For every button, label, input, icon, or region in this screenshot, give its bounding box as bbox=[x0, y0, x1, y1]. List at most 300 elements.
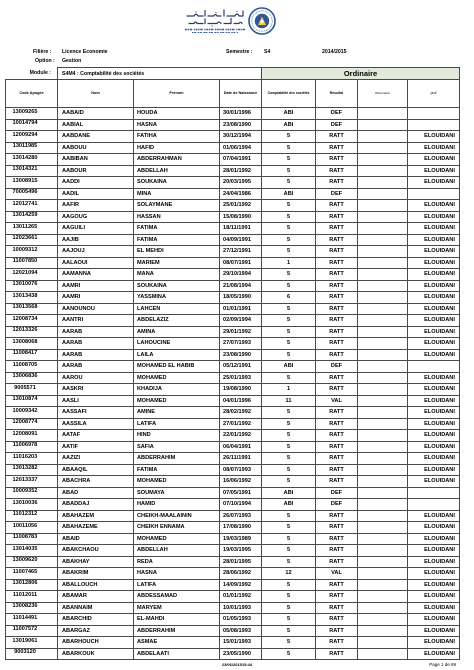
logo-latin-lettering bbox=[185, 30, 245, 33]
cell-prof-value: ELOUIDANI bbox=[424, 374, 455, 381]
cell-note bbox=[262, 327, 316, 339]
cell-observation bbox=[358, 591, 408, 603]
cell-resultat-value: RATT bbox=[329, 305, 344, 312]
cell-prof-value: ELOUIDANI bbox=[424, 466, 455, 473]
cell-resultat-value: RATT bbox=[329, 225, 344, 232]
cell-nom-value: AABIAL bbox=[62, 121, 84, 128]
cell-nom bbox=[58, 499, 134, 511]
cell-note-value: 5 bbox=[286, 593, 291, 600]
cell-resultat-value: RATT bbox=[329, 466, 344, 473]
cell-resultat-value: RATT bbox=[329, 294, 344, 301]
cell-prenom-value: KHADIJA bbox=[137, 386, 162, 393]
cell-code-apogee bbox=[6, 603, 58, 615]
cell-nom bbox=[58, 131, 134, 143]
cell-note-value: 5 bbox=[286, 627, 291, 634]
cell-note-value: 5 bbox=[286, 248, 291, 255]
cell-resultat bbox=[316, 235, 358, 247]
cell-nom-value: AASSILA bbox=[62, 420, 87, 427]
cell-prof bbox=[408, 499, 460, 511]
table-row bbox=[6, 534, 460, 546]
cell-code-apogee bbox=[6, 304, 58, 316]
cell-code-apogee-value: 10011056 bbox=[12, 522, 38, 529]
cell-resultat bbox=[316, 327, 358, 339]
cell-prenom bbox=[134, 350, 220, 362]
cell-code-apogee bbox=[6, 614, 58, 626]
cell-prenom-value: MARIEM bbox=[137, 259, 160, 266]
cell-prenom-value: ABDELAZIZ bbox=[137, 317, 169, 324]
table-row bbox=[6, 614, 460, 626]
cell-date-naissance bbox=[220, 212, 262, 224]
table-row bbox=[6, 373, 460, 385]
cell-prof-value: ELOUIDANI bbox=[424, 144, 455, 151]
cell-resultat-value: RATT bbox=[329, 271, 344, 278]
cell-nom-value: AAMRI bbox=[62, 294, 81, 301]
cell-resultat bbox=[316, 373, 358, 385]
cell-prenom bbox=[134, 649, 220, 661]
cell-note-value: 5 bbox=[286, 179, 291, 186]
cell-prof bbox=[408, 396, 460, 408]
cell-resultat bbox=[316, 292, 358, 304]
cell-note bbox=[262, 223, 316, 235]
cell-prenom bbox=[134, 488, 220, 500]
cell-prenom bbox=[134, 591, 220, 603]
cell-prof bbox=[408, 292, 460, 304]
cell-nom bbox=[58, 292, 134, 304]
cell-prenom-value: FATIMA bbox=[137, 236, 158, 243]
module-title-text: S4M4 : Comptabilité des sociétés bbox=[62, 70, 145, 77]
cell-note-value: 1 bbox=[286, 259, 291, 266]
cell-note-value: ABI bbox=[283, 489, 294, 496]
table-row bbox=[6, 292, 460, 304]
cell-date-naissance bbox=[220, 626, 262, 638]
cell-nom-value: ABANNAIM bbox=[62, 604, 93, 611]
cell-resultat-value: RATT bbox=[329, 133, 344, 140]
table-row bbox=[6, 350, 460, 362]
cell-code-apogee bbox=[6, 258, 58, 270]
cell-date-naissance bbox=[220, 603, 262, 615]
cell-nom bbox=[58, 269, 134, 281]
cell-nom-value: AANTRI bbox=[62, 317, 84, 324]
cell-resultat bbox=[316, 131, 358, 143]
cell-code-apogee-value: 13014259 bbox=[12, 212, 38, 218]
cell-date-naissance bbox=[220, 350, 262, 362]
cell-prenom-value: MANA bbox=[137, 271, 154, 278]
cell-code-apogee bbox=[6, 396, 58, 408]
cell-note-value: ABI bbox=[283, 363, 294, 370]
cell-code-apogee-value: 10009342 bbox=[12, 407, 38, 414]
cell-prof bbox=[408, 246, 460, 258]
cell-note bbox=[262, 476, 316, 488]
cell-nom bbox=[58, 603, 134, 615]
cell-nom-value: AAMANNA bbox=[62, 271, 91, 278]
cell-note bbox=[262, 281, 316, 293]
cell-observation bbox=[358, 246, 408, 258]
cell-code-apogee bbox=[6, 281, 58, 293]
university-emblem-icon bbox=[249, 8, 275, 34]
cell-note-value: 6 bbox=[286, 294, 291, 301]
cell-note-value: ABI bbox=[283, 501, 294, 508]
cell-nom-value: ABARHOUCH bbox=[62, 639, 99, 646]
cell-observation bbox=[358, 338, 408, 350]
cell-prof-value: ELOUIDANI bbox=[424, 593, 455, 600]
cell-code-apogee bbox=[6, 591, 58, 603]
cell-observation bbox=[358, 235, 408, 247]
cell-prof bbox=[408, 476, 460, 488]
cell-resultat bbox=[316, 223, 358, 235]
cell-note-value: 5 bbox=[286, 317, 291, 324]
table-row bbox=[6, 327, 460, 339]
cell-prenom bbox=[134, 384, 220, 396]
cell-note-value: 5 bbox=[286, 639, 291, 646]
cell-prenom-value: FATIMA bbox=[137, 466, 158, 473]
cell-resultat bbox=[316, 476, 358, 488]
table-row bbox=[6, 603, 460, 615]
cell-note bbox=[262, 557, 316, 569]
cell-prenom-value: LAHOUCINE bbox=[137, 340, 171, 347]
cell-resultat-value: RATT bbox=[329, 604, 344, 611]
cell-code-apogee-value: 12023661 bbox=[12, 235, 38, 241]
cell-note bbox=[262, 511, 316, 523]
col-header-code-apogee: Code Apogée bbox=[6, 80, 58, 108]
cell-note-value: 5 bbox=[286, 156, 291, 163]
cell-note bbox=[262, 591, 316, 603]
cell-resultat bbox=[316, 361, 358, 373]
cell-observation bbox=[358, 488, 408, 500]
cell-note-value: 5 bbox=[286, 547, 291, 554]
cell-prof bbox=[408, 281, 460, 293]
cell-note bbox=[262, 580, 316, 592]
cell-prenom-value: HIND bbox=[137, 432, 151, 439]
cell-resultat bbox=[316, 453, 358, 465]
cell-resultat bbox=[316, 430, 358, 442]
cell-nom-value: AABIBAN bbox=[62, 156, 88, 163]
cell-prof bbox=[408, 200, 460, 212]
cell-observation bbox=[358, 212, 408, 224]
cell-nom-value: AARAB bbox=[62, 328, 83, 335]
cell-date-naissance-value: 23/08/1990 bbox=[223, 121, 251, 128]
col-header-date-naissance: Date de Naissance bbox=[220, 80, 262, 108]
cell-note bbox=[262, 626, 316, 638]
cell-nom bbox=[58, 453, 134, 465]
cell-note-value: 5 bbox=[286, 167, 291, 174]
cell-note bbox=[262, 499, 316, 511]
cell-code-apogee-value: 13019061 bbox=[12, 637, 38, 644]
cell-nom bbox=[58, 534, 134, 546]
cell-prof bbox=[408, 534, 460, 546]
cell-resultat bbox=[316, 442, 358, 454]
cell-prenom bbox=[134, 120, 220, 132]
cell-resultat-value: RATT bbox=[329, 351, 344, 358]
cell-resultat-value: RATT bbox=[329, 616, 344, 623]
cell-prenom bbox=[134, 327, 220, 339]
cell-resultat-value: RATT bbox=[329, 627, 344, 634]
table-header-row bbox=[6, 80, 460, 108]
cell-prof-value: ELOUIDANI bbox=[424, 397, 455, 404]
cell-prof bbox=[408, 488, 460, 500]
cell-prenom bbox=[134, 258, 220, 270]
cell-prof bbox=[408, 545, 460, 557]
table-row bbox=[6, 591, 460, 603]
cell-prenom bbox=[134, 361, 220, 373]
cell-observation bbox=[358, 373, 408, 385]
cell-prof-value: ELOUIDANI bbox=[424, 616, 455, 623]
cell-prof bbox=[408, 154, 460, 166]
cell-code-apogee bbox=[6, 384, 58, 396]
table-row bbox=[6, 396, 460, 408]
table-row bbox=[6, 511, 460, 523]
cell-prof bbox=[408, 223, 460, 235]
cell-code-apogee-value: 11008705 bbox=[12, 361, 38, 368]
cell-resultat-value: RATT bbox=[329, 374, 344, 381]
cell-prof bbox=[408, 419, 460, 431]
cell-observation bbox=[358, 603, 408, 615]
cell-note-value: 5 bbox=[286, 271, 291, 278]
cell-code-apogee-value: 11012011 bbox=[12, 591, 38, 598]
cell-prof bbox=[408, 557, 460, 569]
cell-note-value: 5 bbox=[286, 616, 291, 623]
table-row bbox=[6, 465, 460, 477]
cell-prenom-value: ABDELLAH bbox=[137, 547, 168, 554]
cell-code-apogee bbox=[6, 373, 58, 385]
cell-resultat-value: RATT bbox=[329, 340, 344, 347]
cell-observation bbox=[358, 580, 408, 592]
cell-resultat-value: RATT bbox=[329, 420, 344, 427]
cell-resultat-value: RATT bbox=[329, 524, 344, 531]
cell-observation bbox=[358, 476, 408, 488]
cell-note bbox=[262, 304, 316, 316]
cell-prenom-value: SOUMAYA bbox=[137, 489, 165, 496]
cell-note bbox=[262, 361, 316, 373]
cell-date-naissance bbox=[220, 166, 262, 178]
cell-date-naissance-value: 29/10/1994 bbox=[223, 271, 251, 278]
cell-date-naissance-value: 08/07/1993 bbox=[223, 466, 251, 473]
cell-nom-value: ABAKHAY bbox=[62, 558, 90, 565]
table-row bbox=[6, 545, 460, 557]
cell-prenom bbox=[134, 419, 220, 431]
cell-prof-value: ELOUIDANI bbox=[424, 213, 455, 220]
cell-code-apogee bbox=[6, 166, 58, 178]
cell-code-apogee bbox=[6, 361, 58, 373]
cell-resultat bbox=[316, 338, 358, 350]
cell-prof bbox=[408, 649, 460, 661]
cell-date-naissance bbox=[220, 499, 262, 511]
cell-observation bbox=[358, 361, 408, 373]
cell-nom-value: AABOUR bbox=[62, 167, 87, 174]
cell-date-naissance-value: 07/04/1991 bbox=[223, 156, 251, 163]
cell-resultat-value: RATT bbox=[329, 202, 344, 209]
cell-code-apogee-value: 12008091 bbox=[12, 430, 38, 437]
cell-date-naissance bbox=[220, 327, 262, 339]
cell-observation bbox=[358, 396, 408, 408]
logo-arabic-lettering bbox=[187, 10, 243, 27]
cell-prenom-value: SOLAYMANE bbox=[137, 202, 173, 209]
cell-observation bbox=[358, 614, 408, 626]
cell-resultat bbox=[316, 591, 358, 603]
table-row bbox=[6, 269, 460, 281]
cell-date-naissance bbox=[220, 545, 262, 557]
cell-resultat-value: DEF bbox=[330, 190, 343, 197]
cell-observation bbox=[358, 350, 408, 362]
cell-prof bbox=[408, 384, 460, 396]
cell-observation bbox=[358, 522, 408, 534]
cell-resultat bbox=[316, 419, 358, 431]
table-row bbox=[6, 235, 460, 247]
cell-code-apogee-value: 13008068 bbox=[12, 338, 38, 345]
cell-resultat bbox=[316, 350, 358, 362]
cell-prenom bbox=[134, 603, 220, 615]
cell-nom bbox=[58, 568, 134, 580]
cell-code-apogee bbox=[6, 338, 58, 350]
cell-observation bbox=[358, 626, 408, 638]
cell-nom-value: AAGOUG bbox=[62, 213, 88, 220]
cell-date-naissance bbox=[220, 488, 262, 500]
cell-code-apogee bbox=[6, 626, 58, 638]
cell-date-naissance-value: 04/01/1996 bbox=[223, 397, 251, 404]
cell-note-value: 5 bbox=[286, 133, 291, 140]
cell-code-apogee-value: 70005496 bbox=[12, 189, 38, 195]
cell-prof-value: ELOUIDANI bbox=[424, 386, 455, 393]
cell-nom-value: ABALLOUCH bbox=[62, 581, 98, 588]
cell-prenom bbox=[134, 476, 220, 488]
cell-resultat-value: RATT bbox=[329, 535, 344, 542]
module-label: Module : bbox=[29, 70, 51, 76]
cell-prenom bbox=[134, 315, 220, 327]
cell-observation bbox=[358, 177, 408, 189]
cell-note-value: 5 bbox=[286, 604, 291, 611]
cell-prenom bbox=[134, 557, 220, 569]
table-row bbox=[6, 258, 460, 270]
cell-code-apogee bbox=[6, 453, 58, 465]
cell-resultat-value: RATT bbox=[329, 409, 344, 416]
cell-code-apogee bbox=[6, 143, 58, 155]
cell-date-naissance-value: 19/03/1995 bbox=[223, 547, 251, 554]
cell-note bbox=[262, 396, 316, 408]
cell-prof-value: ELOUIDANI bbox=[424, 236, 455, 243]
cell-prenom bbox=[134, 580, 220, 592]
cell-date-naissance bbox=[220, 120, 262, 132]
cell-nom-value: ABADDAJ bbox=[62, 501, 90, 508]
cell-code-apogee bbox=[6, 649, 58, 661]
cell-date-naissance bbox=[220, 568, 262, 580]
cell-note-value: 5 bbox=[286, 524, 291, 531]
cell-nom bbox=[58, 315, 134, 327]
cell-nom bbox=[58, 465, 134, 477]
cell-observation bbox=[358, 108, 408, 120]
cell-prof bbox=[408, 131, 460, 143]
cell-date-naissance bbox=[220, 591, 262, 603]
cell-date-naissance-value: 14/09/1992 bbox=[223, 581, 251, 588]
cell-observation bbox=[358, 166, 408, 178]
cell-prenom-value: REDA bbox=[137, 558, 153, 565]
cell-date-naissance-value: 05/12/1991 bbox=[223, 363, 251, 370]
cell-code-apogee bbox=[6, 488, 58, 500]
cell-observation bbox=[358, 534, 408, 546]
cell-observation bbox=[358, 292, 408, 304]
table-body bbox=[6, 108, 460, 660]
cell-code-apogee-value: 13009265 bbox=[12, 108, 38, 115]
cell-prof-value: ELOUIDANI bbox=[424, 570, 455, 577]
cell-date-naissance-value: 27/07/1993 bbox=[223, 340, 251, 347]
cell-prof-value: ELOUIDANI bbox=[424, 409, 455, 416]
cell-nom bbox=[58, 258, 134, 270]
cell-prof-value: ELOUIDANI bbox=[424, 420, 455, 427]
cell-prof-value: ELOUIDANI bbox=[424, 294, 455, 301]
cell-prof-value: ELOUIDANI bbox=[424, 524, 455, 531]
cell-note bbox=[262, 522, 316, 534]
cell-date-naissance-value: 24/04/1986 bbox=[223, 190, 251, 197]
cell-nom bbox=[58, 511, 134, 523]
cell-prenom bbox=[134, 430, 220, 442]
cell-resultat bbox=[316, 177, 358, 189]
cell-observation bbox=[358, 327, 408, 339]
table-row bbox=[6, 568, 460, 580]
cell-nom bbox=[58, 591, 134, 603]
table-row bbox=[6, 304, 460, 316]
cell-nom bbox=[58, 557, 134, 569]
cell-nom bbox=[58, 235, 134, 247]
cell-code-apogee-value: 13013568 bbox=[12, 304, 38, 310]
cell-note-value: ABI bbox=[283, 121, 294, 128]
cell-date-naissance-value: 28/01/1992 bbox=[223, 167, 251, 174]
cell-date-naissance-value: 27/12/1991 bbox=[223, 248, 251, 255]
cell-nom bbox=[58, 200, 134, 212]
cell-resultat bbox=[316, 258, 358, 270]
cell-observation bbox=[358, 511, 408, 523]
cell-note-value: 5 bbox=[286, 202, 291, 209]
cell-code-apogee-value: 13014280 bbox=[12, 154, 38, 161]
academic-year: 2014/2015 bbox=[322, 49, 347, 55]
cell-resultat bbox=[316, 212, 358, 224]
cell-prof bbox=[408, 166, 460, 178]
cell-note-value: 5 bbox=[286, 420, 291, 427]
cell-nom-value: AABAID bbox=[62, 110, 84, 117]
cell-observation bbox=[358, 223, 408, 235]
cell-note-value: 5 bbox=[286, 328, 291, 335]
cell-date-naissance-value: 01/01/1992 bbox=[223, 593, 251, 600]
cell-code-apogee-value: 11007465 bbox=[12, 568, 38, 575]
cell-prenom bbox=[134, 442, 220, 454]
cell-observation bbox=[358, 258, 408, 270]
cell-date-naissance-value: 08/07/1991 bbox=[223, 259, 251, 266]
cell-prenom bbox=[134, 166, 220, 178]
cell-nom-value: ABACHRA bbox=[62, 478, 91, 485]
cell-code-apogee bbox=[6, 200, 58, 212]
cell-resultat-value: DEF bbox=[330, 501, 343, 508]
cell-nom-value: AASSAFI bbox=[62, 409, 87, 416]
cell-note-value: 5 bbox=[286, 305, 291, 312]
cell-date-naissance-value: 23/05/1990 bbox=[223, 650, 251, 657]
cell-note-value: 5 bbox=[286, 466, 291, 473]
cell-nom bbox=[58, 545, 134, 557]
cell-nom bbox=[58, 430, 134, 442]
cell-observation bbox=[358, 200, 408, 212]
cell-nom-value: ABARGAZ bbox=[62, 627, 90, 634]
cell-code-apogee-value: 11006978 bbox=[12, 442, 38, 448]
cell-observation bbox=[358, 453, 408, 465]
cell-code-apogee-value: 13006836 bbox=[12, 373, 38, 379]
table-row bbox=[6, 499, 460, 511]
cell-resultat-value: DEF bbox=[330, 489, 343, 496]
cell-date-naissance-value: 16/06/1992 bbox=[223, 478, 251, 485]
cell-observation bbox=[358, 545, 408, 557]
cell-note-value: 5 bbox=[286, 225, 291, 232]
cell-prenom-value: EL-MAHDI bbox=[137, 616, 165, 623]
cell-observation bbox=[358, 269, 408, 281]
cell-prenom-value: ABDESSAMAD bbox=[137, 593, 178, 600]
cell-prof-value: ELOUIDANI bbox=[424, 328, 455, 335]
cell-date-naissance bbox=[220, 258, 262, 270]
cell-note bbox=[262, 154, 316, 166]
